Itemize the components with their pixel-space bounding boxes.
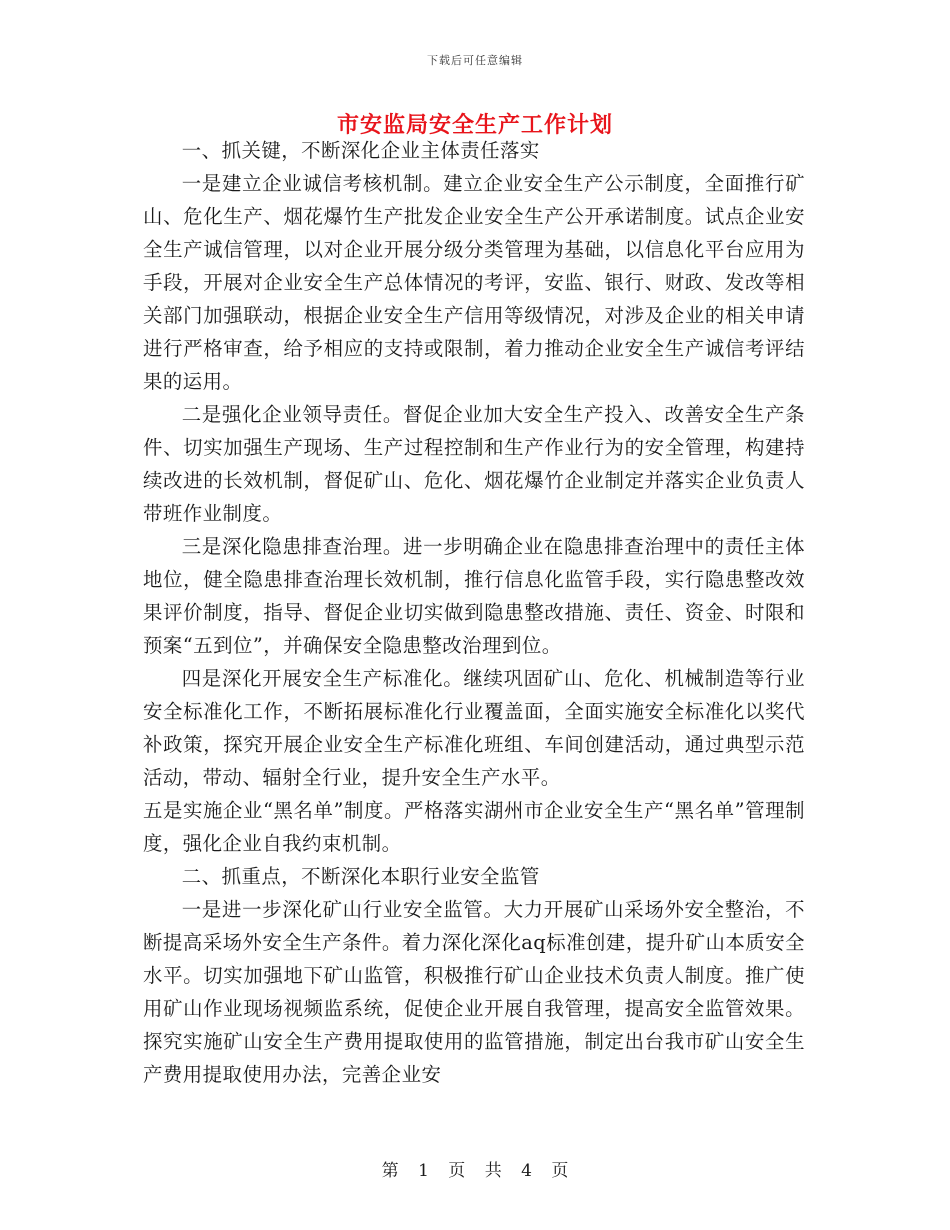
footer-current-page: 1 bbox=[418, 1161, 429, 1181]
footer-total-pages: 4 bbox=[521, 1161, 532, 1181]
body-paragraph: 一是进一步深化矿山行业安全监管。大力开展矿山采场外安全整治，不断提高采场外安全生产条件。着力深化深化aq标准创建，提升矿山本质安全水平。切实加强地下矿山监管，积极推行矿山企业技术负责人制度。推广使用矿山作业现场视频监系统，促使企业开展自我管理，提高安全监管效果。探究实施矿山安全生产费用提取使用的监管措施，制定出台我市矿山安全生产费用提取使用办法，完善企业安 bbox=[143, 898, 805, 1086]
footer-prefix: 第 bbox=[381, 1161, 399, 1181]
footer-page-word: 页 bbox=[448, 1161, 466, 1181]
page-footer bbox=[0, 1156, 950, 1181]
section-heading-2: 二、抓重点，不断深化本职行业安全监管 bbox=[181, 865, 540, 888]
document-title: 市安监局安全生产工作计划 bbox=[336, 112, 613, 138]
document-body bbox=[143, 134, 805, 1091]
body-paragraph: 五是实施企业“黑名单”制度。严格落实湖州市企业安全生产“黑名单”管理制度，强化企业自我约束机制。 bbox=[143, 799, 805, 855]
body-paragraph: 四是深化开展安全生产标准化。继续巩固矿山、危化、机械制造等行业安全标准化工作，不断拓展标准化行业覆盖面，全面实施安全标准化以奖代补政策，探究开展企业安全生产标准化班组、车间创建活动，通过典型示范活动，带动、辐射全行业，提升安全生产水平。 bbox=[143, 667, 805, 789]
body-paragraph: 二是强化企业领导责任。督促企业加大安全生产投入、改善安全生产条件、切实加强生产现场、生产过程控制和生产作业行为的安全管理，构建持续改进的长效机制，督促矿山、危化、烟花爆竹企业制定并落实企业负责人带班作业制度。 bbox=[143, 403, 805, 525]
footer-total-word: 共 bbox=[484, 1161, 502, 1181]
body-paragraph: 一是建立企业诚信考核机制。建立企业安全生产公示制度，全面推行矿山、危化生产、烟花爆竹生产批发企业安全生产公开承诺制度。试点企业安全生产诚信管理，以对企业开展分级分类管理为基础，以信息化平台应用为手段，开展对企业安全生产总体情况的考评，安监、银行、财政、发改等相关部门加强联动，根据企业安全生产信用等级情况，对涉及企业的相关申请进行严格审查，给予相应的支持或限制，着力推动企业安全生产诚信考评结果的运用。 bbox=[143, 172, 805, 393]
header-note: 下载后可任意编辑 bbox=[427, 54, 523, 67]
section-heading-1: 一、抓关键，不断深化企业主体责任落实 bbox=[181, 139, 540, 162]
footer-suffix: 页 bbox=[551, 1161, 569, 1181]
body-paragraph: 三是深化隐患排查治理。进一步明确企业在隐患排查治理中的责任主体地位，健全隐患排查治理长效机制，推行信息化监管手段，实行隐患整改效果评价制度，指导、督促企业切实做到隐患整改措施、责任、资金、时限和预案“五到位”，并确保安全隐患整改治理到位。 bbox=[143, 535, 805, 657]
